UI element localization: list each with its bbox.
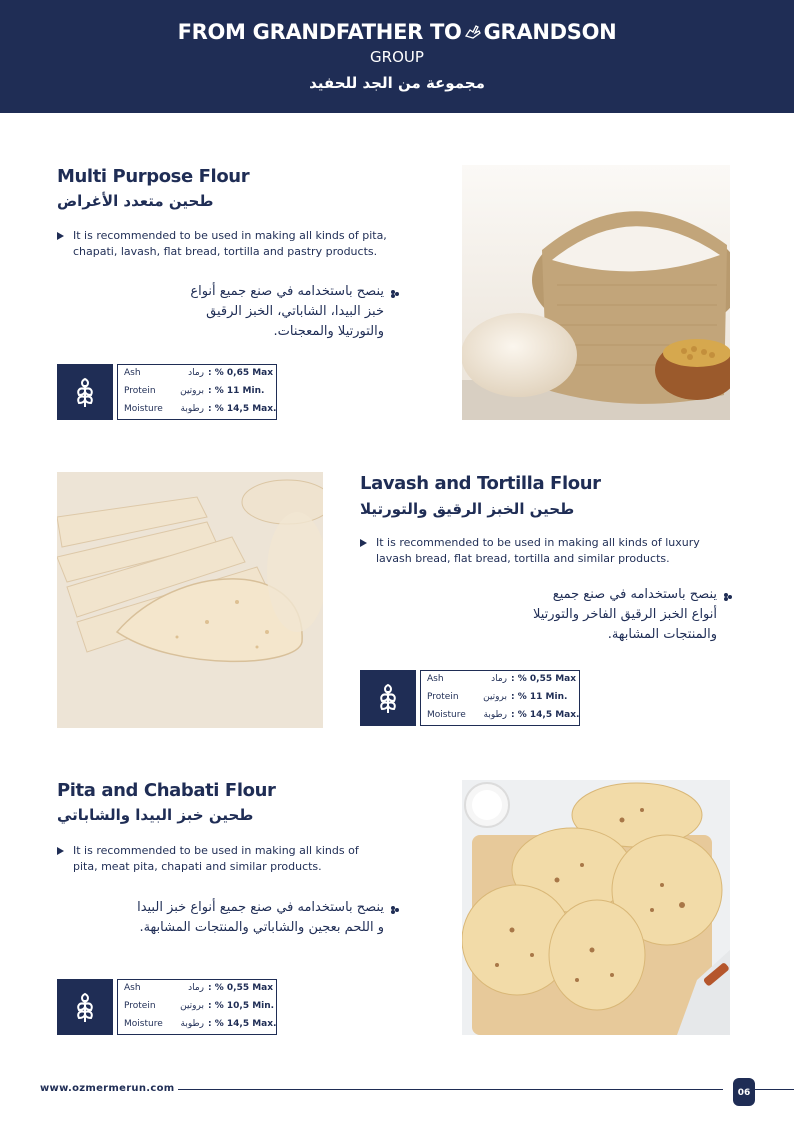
brand-title-right: GRANDSON xyxy=(483,20,617,44)
spec-row-protein: Protein بروتين : % 10,5 Min. xyxy=(124,1001,275,1011)
product-title: Multi Purpose Flour xyxy=(57,166,250,187)
spec-table xyxy=(117,364,277,420)
spec-row-protein: Protein بروتين : % 11 Min. xyxy=(427,692,568,702)
spec-row-moisture: Moisture رطوبة : % 14,5 Max. xyxy=(124,1019,277,1029)
spec-row-moisture: Moisture رطوبة : % 14,5 Max. xyxy=(124,404,277,414)
spec-box xyxy=(360,670,582,726)
footer-divider xyxy=(178,1089,723,1090)
product-title: Lavash and Tortilla Flour xyxy=(360,473,601,494)
spec-table xyxy=(117,979,277,1035)
product-description-ar: ينصح باستخدامه في صنع جميع أنواع خبز البيدا، الشاباتي، الخبز الرقيق والتورتيلا والمعجنات. xyxy=(150,282,400,342)
spec-table xyxy=(420,670,580,726)
brand-title-left: FROM GRANDFATHER TO xyxy=(177,20,462,44)
bullet-triangle-icon xyxy=(57,847,64,855)
product-description-ar: ينصح باستخدامه في صنع جميع أنواع خبز البيدا و اللحم بعجين والشاباتي والمنتجات المشابهة. xyxy=(110,898,400,938)
wheat-icon xyxy=(57,979,113,1035)
product-title-arabic: طحين متعدد الأغراض xyxy=(57,192,214,210)
product-title-arabic: طحين الخبز الرقيق والتورتيلا xyxy=(360,500,575,518)
hand-logo-icon xyxy=(463,21,483,46)
spec-row-ash: Ash رماد : % 0,55 Max xyxy=(124,983,274,993)
bullet-dots-icon xyxy=(723,589,733,609)
product-description-en: It is recommended to be used in making all kinds of pita, chapati, lavash, flat bread, tortilla and pastry products. xyxy=(57,228,427,260)
spec-row-moisture: Moisture رطوبة : % 14,5 Max. xyxy=(427,710,580,720)
product-description-ar: ينصح باستخدامه في صنع جميع أنواع الخبز الرقيق الفاخر والتورتيلا والمنتجات المشابهة. xyxy=(478,585,733,645)
page-number: 06 xyxy=(733,1078,755,1106)
spec-row-ash: Ash رماد : % 0,55 Max xyxy=(427,674,577,684)
product-description-en: It is recommended to be used in making all kinds of pita, meat pita, chapati and similar products. xyxy=(57,843,427,875)
bullet-dots-icon xyxy=(390,902,400,922)
product-description-en: It is recommended to be used in making all kinds of luxury lavash bread, flat bread, tortilla and similar products. xyxy=(360,535,740,567)
spec-row-ash: Ash رماد : % 0,65 Max xyxy=(124,368,274,378)
page-header xyxy=(0,0,794,113)
bullet-triangle-icon xyxy=(57,232,64,240)
brand-arabic: مجموعة من الجد للحفيد xyxy=(309,74,485,92)
product-title: Pita and Chabati Flour xyxy=(57,780,276,801)
product-title-arabic: طحين خبز البيدا والشاباتي xyxy=(57,806,254,824)
flour-sack-photo xyxy=(462,165,730,420)
tortilla-photo xyxy=(57,472,323,728)
footer-divider-right xyxy=(755,1089,794,1090)
spec-row-protein: Protein بروتين : % 11 Min. xyxy=(124,386,265,396)
bullet-triangle-icon xyxy=(360,539,367,547)
spec-box xyxy=(57,364,279,420)
bullet-dots-icon xyxy=(390,286,400,306)
spec-box xyxy=(57,979,279,1035)
wheat-icon xyxy=(57,364,113,420)
wheat-icon xyxy=(360,670,416,726)
brand-title xyxy=(0,20,794,46)
brand-group: GROUP xyxy=(370,48,424,66)
pita-bread-photo xyxy=(462,780,730,1035)
website-url[interactable]: www.ozmermerun.com xyxy=(40,1083,175,1094)
